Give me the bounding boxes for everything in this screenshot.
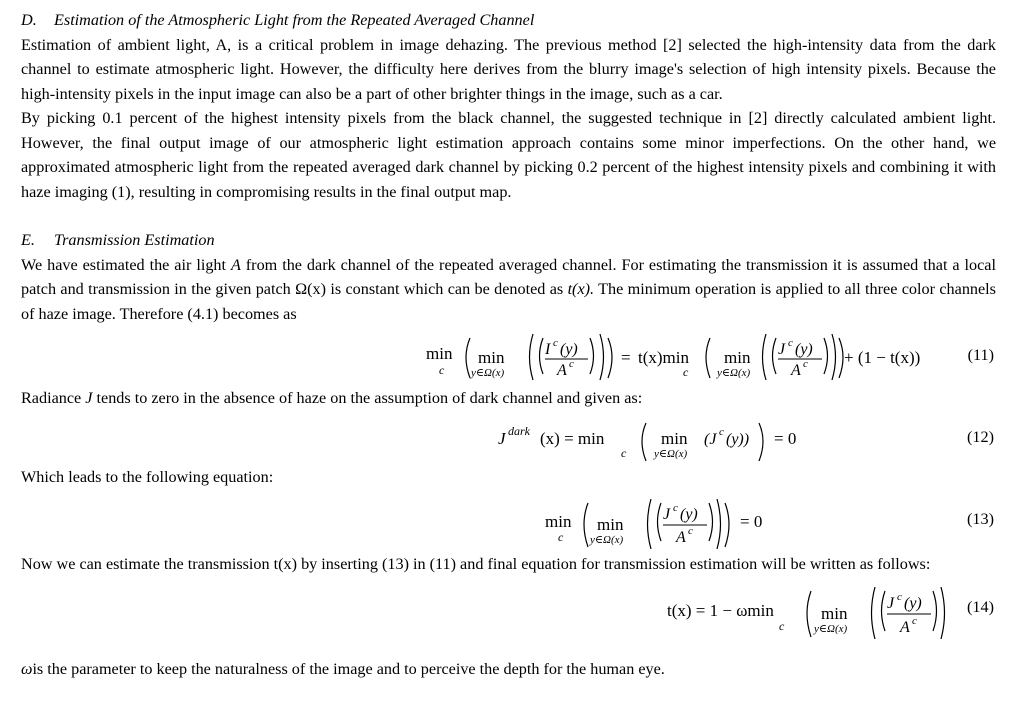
section-e-paragraph-1	[21, 253, 996, 327]
superscript-c: c	[803, 358, 808, 370]
equation-number: (11)	[967, 346, 994, 364]
denominator-a: A	[557, 362, 567, 379]
equation-12	[21, 411, 996, 465]
symbol-omega: ω	[21, 659, 33, 678]
superscript-c: c	[553, 337, 558, 349]
numerator-j: J	[778, 341, 786, 358]
subscript-y-omega: y∈Ω(x)	[654, 447, 688, 460]
equation-11-body	[426, 326, 946, 386]
superscript-c: c	[912, 614, 917, 627]
section-d-paragraph-1: Estimation of ambient light, A, is a critical problem in image dehazing. The previous method [2] selected the high-intensity data from the dark channel to estimate atmospheric light. However, the difficulty here derives from the blurry image's selection of high intensity pixels. Because the high-intensity pixels in the input image can also be a part of other brighter things in the image, such as a car.	[21, 35, 996, 103]
equation-12-body	[498, 411, 798, 471]
section-e-paragraph-5	[21, 657, 996, 682]
symbol-omega-x: Ω(x)	[295, 280, 326, 298]
argument-y: (y)	[560, 341, 578, 358]
text-run: is constant which can be denoted as	[326, 280, 568, 298]
equation-13	[21, 489, 996, 552]
superscript-c: c	[688, 525, 693, 537]
equation-number: (13)	[967, 510, 994, 528]
equation-tail: + (1 − t(x))	[844, 348, 921, 367]
t-of-x-min: t(x)min	[638, 348, 689, 367]
superscript-c: c	[897, 590, 902, 603]
section-e-heading	[21, 228, 996, 253]
equals-sign: =	[621, 348, 631, 367]
j-dark-symbol: J	[498, 428, 506, 448]
min-operator: min	[426, 344, 453, 363]
denominator-a: A	[900, 618, 910, 636]
numerator-j: J	[663, 506, 671, 523]
superscript-dark: dark	[508, 423, 530, 438]
symbol-tx: t(x).	[567, 280, 595, 298]
subscript-c: c	[558, 530, 564, 544]
superscript-c: c	[673, 502, 678, 514]
subscript-y-omega: y∈Ω(x)	[590, 534, 624, 546]
equation-14	[21, 577, 996, 641]
subscript-c: c	[683, 365, 689, 379]
subscript-y-omega: y∈Ω(x)	[471, 367, 505, 379]
superscript-c: c	[569, 358, 574, 370]
superscript-c: c	[788, 337, 793, 349]
section-number: E.	[21, 231, 35, 249]
min-operator: min	[661, 428, 688, 448]
min-operator: min	[821, 603, 848, 623]
equation-number: (14)	[967, 597, 994, 616]
lhs-argument: (x) = min	[540, 428, 605, 448]
section-d-heading	[21, 8, 996, 33]
denominator-a: A	[791, 362, 801, 379]
min-operator: min	[545, 512, 572, 531]
subscript-c: c	[439, 363, 445, 377]
numerator-i: I	[545, 341, 551, 358]
section-e-paragraph-3: Which leads to the following equation:	[21, 467, 274, 486]
equals-zero: = 0	[740, 512, 763, 531]
equation-13-body	[545, 489, 785, 549]
subscript-c: c	[621, 445, 627, 460]
paper-page	[21, 8, 996, 681]
min-operator: min	[724, 348, 751, 367]
equation-11	[21, 326, 996, 386]
section-e-paragraph-4: Now we can estimate the transmission t(x) by inserting (13) in (11) and final equation for transmission estimation will be written as follows:	[21, 555, 931, 573]
section-title: Transmission Estimation	[54, 231, 215, 249]
symbol-j: J	[85, 389, 93, 407]
subscript-y-omega: y∈Ω(x)	[717, 367, 751, 379]
argument-y: (y)	[680, 506, 698, 523]
denominator-a: A	[676, 529, 686, 546]
argument-y: (y)	[795, 341, 813, 358]
text-run: Radiance	[21, 389, 86, 407]
numerator-j: J	[887, 594, 895, 612]
symbol-a: A	[230, 255, 241, 274]
section-gap	[21, 204, 996, 228]
text-run: We have estimated the air light	[21, 255, 231, 274]
section-e-paragraph-2	[21, 386, 996, 411]
argument-y: (y)	[904, 594, 922, 612]
text-run: is the parameter to keep the naturalness of the image and to perceive the depth for the human eye.	[32, 659, 665, 678]
subscript-y-omega: y∈Ω(x)	[814, 622, 848, 635]
section-title: Estimation of the Atmospheric Light from the Repeated Averaged Channel	[54, 11, 535, 29]
spacer	[21, 641, 996, 657]
inner-argument: (y))	[726, 430, 750, 448]
inner-j: (J	[704, 430, 717, 448]
text-run: The minimum operation is applied to all three color channels of haze image. Therefore (4.1) becomes as	[21, 280, 996, 323]
equation-14-body	[667, 577, 947, 637]
text-run: from the dark channel of the repeated averaged channel. For estimating the transmission it is assumed that a local patch and transmission in the given patch	[21, 255, 996, 298]
min-operator: min	[597, 515, 624, 534]
section-number: D.	[21, 11, 37, 29]
min-operator: min	[478, 348, 505, 367]
subscript-c: c	[779, 618, 785, 633]
equation-number: (12)	[967, 427, 994, 446]
section-d-paragraph-2: By picking 0.1 percent of the highest intensity pixels from the black channel, the suggested technique in [2] directly calculated ambient light. However, the final output image of our atmospheric light estimation approach contains some minor imperfections. On the other hand, we approximated atmospheric light from the repeated averaged dark channel by picking 0.2 percent of the highest intensity pixels and combining it with haze imaging (1), resulting in compromising results in the final output map.	[21, 109, 996, 201]
text-run: tends to zero in the absence of haze on the assumption of dark channel and given as:	[92, 389, 643, 407]
superscript-c: c	[719, 425, 724, 438]
equals-zero: = 0	[774, 428, 797, 448]
equation-lhs: t(x) = 1 − ωmin	[667, 600, 774, 620]
